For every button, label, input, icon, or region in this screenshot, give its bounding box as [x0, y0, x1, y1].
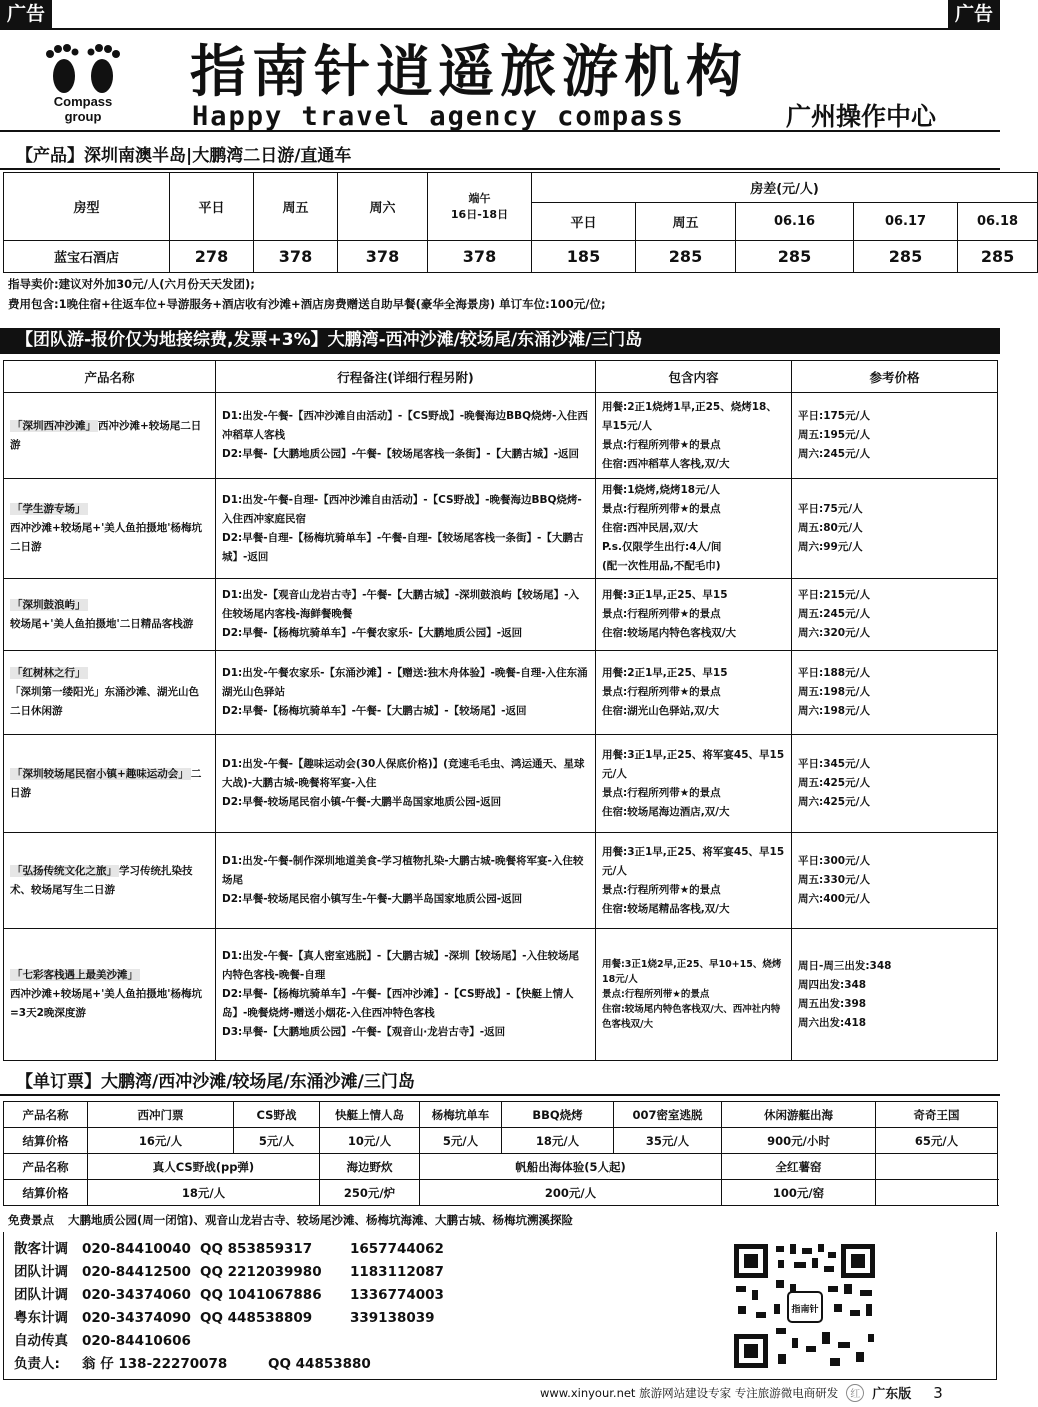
- contact-row: 自动传真 020-84410606: [14, 1333, 191, 1349]
- diff-col: 平日: [532, 203, 636, 241]
- contact-row: 团队计调 020-84412500 QQ 2212039980 1183112087: [14, 1264, 444, 1280]
- tour-price: 平日:215元/人 周五:245元/人 周六:320元/人: [792, 579, 998, 651]
- tour-name: 「红树林之行」 「深圳第一缕阳光」东涌沙滩、湖光山色二日休闲游: [4, 651, 216, 735]
- ticket-name: 007密室逃脱: [614, 1102, 722, 1128]
- empty-cell: [876, 1180, 998, 1206]
- table-row: [4, 735, 998, 833]
- ticket-name: 快艇上情人岛: [320, 1102, 420, 1128]
- col-header: 包含内容: [596, 361, 792, 393]
- ticket-price: 5元/人: [234, 1128, 320, 1154]
- footprints-logo-icon: [38, 42, 128, 96]
- contact-row: 负责人: 翁 仔 138-22270078 QQ 44853880: [14, 1356, 371, 1372]
- diff-cell: 285: [958, 241, 1038, 273]
- tour-name: 「弘扬传统文化之旅」 学习传统扎染技术、较场尾写生二日游: [4, 833, 216, 929]
- table-row: [4, 833, 998, 929]
- ops-center-label: 广州操作中心: [786, 102, 937, 131]
- tour-itinerary: D1:出发-午餐-制作深圳地道美食-学习植物扎染-大鹏古城-晚餐将军宴-入住较场尾 D2:早餐-较场尾民宿小镇写生-午餐-大鹏半岛国家地质公园-返回: [216, 833, 596, 929]
- contact-row: 团队计调 020-34374060 QQ 1041067886 1336774003: [14, 1287, 444, 1303]
- ticket-name: 真人CS野战(pp弹): [88, 1154, 320, 1180]
- ticket-price: 18元/人: [88, 1180, 320, 1206]
- diff-cell: 285: [736, 241, 854, 273]
- tickets-table: [3, 1101, 998, 1206]
- qr-code-icon[interactable]: [732, 1242, 877, 1370]
- tour-includes: 用餐:3正1早,正25、将军宴45、早15元/人 景点:行程所列带★的景点 住宿:较场尾海边酒店,双/大: [596, 735, 792, 833]
- tour-itinerary: D1:出发-午餐-【西冲沙滩自由活动】-【CS野战】-晚餐海边BBQ烧烤-入住西冲稻草人客栈 D2:早餐-【大鹏地质公园】-午餐-【较场尾客栈一条街】-【大鹏古城】-返回: [216, 393, 596, 479]
- tour-name: 「深圳鼓浪屿」 较场尾+'美人鱼拍摄地'二日精品客栈游: [4, 579, 216, 651]
- ticket-price: 200元/人: [420, 1180, 722, 1206]
- tour-price: 平日:175元/人 周五:195元/人 周六:245元/人: [792, 393, 998, 479]
- ticket-name: 休闲游艇出海: [722, 1102, 876, 1128]
- tour-name: 「学生游专场」 西冲沙滩+较场尾+'美人鱼拍摄地'杨梅坑二日游: [4, 479, 216, 579]
- diff-col: 06.17: [854, 203, 958, 241]
- ticket-name: 西冲门票: [88, 1102, 234, 1128]
- head-weekday: 平日: [170, 173, 254, 241]
- ticket-name: 全红薯窑: [722, 1154, 876, 1180]
- diff-col: 06.18: [958, 203, 1038, 241]
- table-row: [4, 579, 998, 651]
- ticket-price: 900元/小时: [722, 1128, 876, 1154]
- page-number: 3: [933, 1383, 943, 1402]
- ticket-price: 16元/人: [88, 1128, 234, 1154]
- tour-name: 「七彩客栈遇上最美沙滩」 西冲沙滩+较场尾+'美人鱼拍摄地'杨梅坑=3天2晚深度游: [4, 929, 216, 1061]
- contact-list: [14, 1238, 444, 1376]
- col-header: 产品名称: [4, 361, 216, 393]
- ticket-price: 35元/人: [614, 1128, 722, 1154]
- tour-itinerary: D1:出发-【观音山龙岩古寺】-午餐-【大鹏古城】-深圳鼓浪屿【较场尾】-入住较场尾内客栈-海鲜餐晚餐 D2:早餐-【杨梅坑骑单车】-午餐农家乐-【大鹏地质公园】-返回: [216, 579, 596, 651]
- free-attractions: [8, 1212, 573, 1228]
- diff-col: 06.16: [736, 203, 854, 241]
- contact-row: 粤东计调 020-34374090 QQ 448538809 339138039: [14, 1310, 435, 1326]
- edition-label: 广东版: [872, 1387, 912, 1402]
- ticket-price: 250元/炉: [320, 1180, 420, 1206]
- table-row: [4, 479, 998, 579]
- tour-itinerary: D1:出发-午餐-自理-【西冲沙滩自由活动】-【CS野战】-晚餐海边BBQ烧烤-入住西冲家庭民宿 D2:早餐-自理-【杨梅坑骑单车】-午餐-自理-【较场尾客栈一条街】-【大鹏古城】-返回: [216, 479, 596, 579]
- tour-includes: 用餐:3正1早,正25、早15 景点:行程所列带★的景点 住宿:较场尾内特色客栈双/大: [596, 579, 792, 651]
- ticket-name: 帆船出海体验(5人起): [420, 1154, 722, 1180]
- col-header: 行程备注(详细行程另附): [216, 361, 596, 393]
- contact-row: 散客计调 020-84410040 QQ 853859317 1657744062: [14, 1241, 444, 1257]
- table-row: [4, 651, 998, 735]
- tickets-section-title: 【单订票】大鹏湾/西冲沙滩/较场尾/东涌沙滩/三门岛: [0, 1070, 1000, 1096]
- price-cell: 378: [254, 241, 338, 273]
- diff-cell: 285: [636, 241, 736, 273]
- hotel-name: 蓝宝石酒店: [4, 241, 170, 273]
- svg-text:指南针: 指南针: [791, 1305, 819, 1315]
- ticket-name: CS野战: [234, 1102, 320, 1128]
- price-cell: 378: [338, 241, 428, 273]
- tour-includes: 用餐:2正1烧烤1早,正25、烧烤18、早15元/人 景点:行程所列带★的景点 住宿:西冲稻草人客栈,双/大: [596, 393, 792, 479]
- table-row: [4, 393, 998, 479]
- tour-price: 平日:345元/人 周五:425元/人 周六:425元/人: [792, 735, 998, 833]
- tour-price: 周日-周三出发:348 周四出发:348 周五出发:398 周六出发:418: [792, 929, 998, 1061]
- page-footer: [540, 1383, 943, 1402]
- tour-name: 「深圳西冲沙滩」 西冲沙滩+较场尾二日游: [4, 393, 216, 479]
- tour-price: 平日:300元/人 周五:330元/人 周六:400元/人: [792, 833, 998, 929]
- tour-price: 平日:188元/人 周五:198元/人 周六:198元/人: [792, 651, 998, 735]
- head-room-type: 房型: [4, 173, 170, 241]
- diff-cell: 185: [532, 241, 636, 273]
- head-room-diff: 房差(元/人): [532, 173, 1038, 203]
- tour-itinerary: D1:出发-午餐农家乐-【东涌沙滩】-【赠送:独木舟体验】-晚餐-自理-入住东涌湖光山色驿站 D2:早餐-【杨梅坑骑单车】-午餐-【大鹏古城】-【较场尾】-返回: [216, 651, 596, 735]
- head-friday: 周五: [254, 173, 338, 241]
- note-suggested-price: 指导卖价:建议对外加30元/人(六月份天天发团);: [8, 277, 255, 291]
- tour-includes: 用餐:3正1烧2早,正25、早10+15、烧烤18元/人 景点:行程所列带★的景点 住宿:较场尾内特色客栈双/大、西冲社内特色客栈双/大: [596, 929, 792, 1061]
- group-tour-table: [3, 360, 998, 1061]
- brand-chinese-title: 指南针逍遥旅游机构: [190, 39, 748, 105]
- footer-site: www.xinyour.net 旅游网站建设专家 专注旅游微电商研发: [540, 1385, 839, 1400]
- head-saturday: 周六: [338, 173, 428, 241]
- product-notes: [8, 274, 606, 314]
- tour-includes: 用餐:3正1早,正25、将军宴45、早15元/人 景点:行程所列带★的景点 住宿:较场尾精品客栈,双/大: [596, 833, 792, 929]
- ticket-name: 奇奇王国: [876, 1102, 998, 1128]
- note-fee-included: 费用包含:1晚住宿+往返车位+导游服务+酒店收有沙滩+酒店房费赠送自助早餐(豪华全海景房) 单订车位:100元/位;: [8, 297, 606, 311]
- price-cell: 378: [428, 241, 532, 273]
- table-row: [4, 929, 998, 1061]
- ticket-name: 杨梅坑单车: [420, 1102, 502, 1128]
- product-section-title: 【产品】深圳南澳半岛|大鹏湾二日游/直通车: [0, 144, 1000, 170]
- ticket-price: 10元/人: [320, 1128, 420, 1154]
- group-section-title: 【团队游-报价仅为地接综费,发票+3%】大鹏湾-西冲沙滩/较场尾/东涌沙滩/三门岛: [0, 328, 1000, 354]
- ticket-name: 海边野炊: [320, 1154, 420, 1180]
- diff-cell: 285: [854, 241, 958, 273]
- tour-includes: 用餐:1烧烤,烧烤18元/人 景点:行程所列带★的景点 住宿:西冲民居,双/大 P.s.仅限学生出行:4人/间 (配一次性用品,不配毛巾): [596, 479, 792, 579]
- tour-name: 「深圳较场尾民宿小镇+趣味运动会」 二日游: [4, 735, 216, 833]
- tour-itinerary: D1:出发-午餐-【趣味运动会(30人保底价格)】(竞速毛毛虫、鸿运通天、星球大战)-大鹏古城-晚餐将军宴-入住 D2:早餐-较场尾民宿小镇-午餐-大鹏半岛国家地质公园-返回: [216, 735, 596, 833]
- row-label: 结算价格: [4, 1180, 88, 1206]
- contact-box: [3, 1232, 997, 1380]
- ticket-price: 65元/人: [876, 1128, 998, 1154]
- empty-cell: [876, 1154, 998, 1180]
- ticket-name: BBQ烧烤: [502, 1102, 614, 1128]
- price-cell: 278: [170, 241, 254, 273]
- red-stamp-icon: 红: [846, 1384, 864, 1402]
- free-label: 免费景点: [8, 1213, 54, 1227]
- head-dragon-boat: 端午 16日-18日: [428, 173, 532, 241]
- tour-includes: 用餐:2正1早,正25、早15 景点:行程所列带★的景点 住宿:湖光山色驿站,双/大: [596, 651, 792, 735]
- ad-tag-left: 广告: [0, 0, 52, 28]
- ticket-price: 18元/人: [502, 1128, 614, 1154]
- row-label: 产品名称: [4, 1102, 88, 1128]
- row-label: 产品名称: [4, 1154, 88, 1180]
- tour-price: 平日:75元/人 周五:80元/人 周六:99元/人: [792, 479, 998, 579]
- tour-itinerary: D1:出发-午餐-【真人密室逃脱】-【大鹏古城】-深圳【较场尾】-入住较场尾内特色客栈-晚餐-自理 D2:早餐-【杨梅坑骑单车】-午餐-【西冲沙滩】-【CS野战】-【快艇上情人岛】-晚餐烧烤-赠送小烟花-入住西冲特色客栈 D3:早餐-【大鹏地质公园】-午餐-【观音山·龙岩古寺】-返回: [216, 929, 596, 1061]
- brand-english-title: Happy travel agency compass: [192, 101, 685, 132]
- agency-header: [0, 28, 1000, 132]
- free-text: 大鹏地质公园(周一闭馆)、观音山龙岩古寺、较场尾沙滩、杨梅坑海滩、大鹏古城、杨梅坑溯溪探险: [68, 1213, 574, 1227]
- logo-wordmark: Compass group: [53, 94, 113, 124]
- hotel-price-table: [3, 172, 1038, 273]
- ad-tag-right: 广告: [948, 0, 1000, 28]
- ticket-price: 100元/窑: [722, 1180, 876, 1206]
- col-header: 参考价格: [792, 361, 998, 393]
- diff-col: 周五: [636, 203, 736, 241]
- ticket-price: 5元/人: [420, 1128, 502, 1154]
- row-label: 结算价格: [4, 1128, 88, 1154]
